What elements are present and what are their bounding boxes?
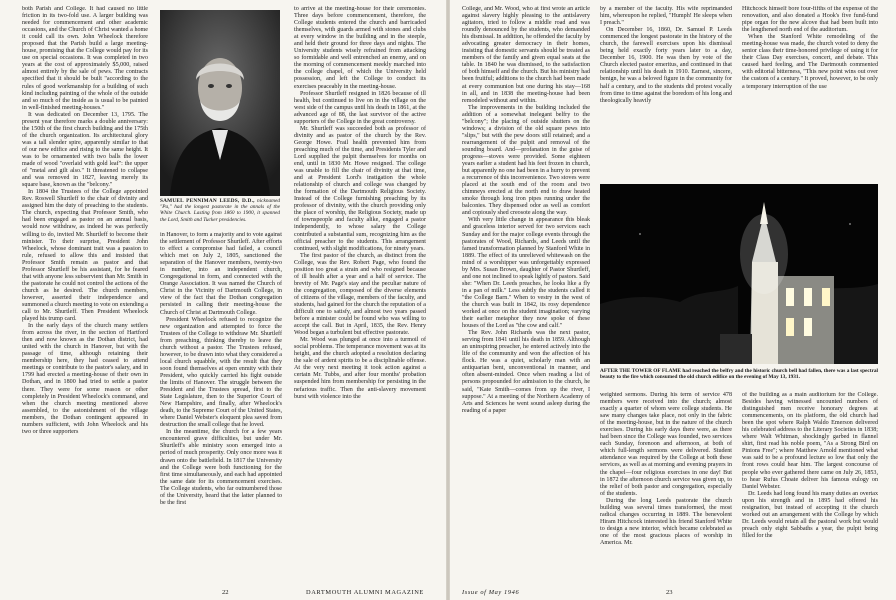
paragraph: The first pastor of the church, as distinct from the College, was the Rev. Robert Page, who found the position too great a strain and who resigned because of ill health after a year and a half of service. The brevity of Mr. Page's stay and the peculiar nature of the congregation, composed of the diverse elements of citizens of the village, members of the faculty, and students, had gained for the church the reputation of a difficult one to satisfy, and almost two years passed before a minister could be found who was willing to accept the call. But in April, 1835, the Rev. Henry Wood began a turbulent but effective pastorate. — [294, 252, 426, 337]
paragraph: President Wheelock refused to recognize the new organization and attempted to force the Trustees of the College to withdraw Mr. Shurtleff from preaching, thinking thereby to leave the church without a pastor. The Trustees refused, however, to be drawn into what they considered a local church squabble, with the result that they soon found themselves at open enmity with their President, who quickly carried his fight outside the limits of Hanover. The struggle between the President and the Trustees spread, first to the State Legislature, then to the Superior Court of New Hampshire, and finally, after Wheelock's death, to the Supreme Court of the United States, where Daniel Webster's eloquent plea saved from destruction the small college that he loved. — [160, 316, 282, 429]
portrait-photo — [160, 10, 280, 196]
fire-photo — [600, 184, 878, 364]
paragraph: Professor Shurtleff resigned in 1826 because of ill health, but continued to live on in the village on the west side of the campus until his death in 1861, at the advanced age of 88, the last survivor of the active supporters of the College in the great controversy. — [294, 90, 426, 125]
paragraph: It was dedicated on December 13, 1795. The present year therefore marks a double anniversary: the 150th of the first church building and the 175th of the church organization. Its architectural glory was a tall slender spire, apparently similar to that of our new edifice and rising to the same height. It was to be ornamented with two balls the lower made of wood "overlaid with gold leaf": the upper of "metal and gilt also." It threatened to collapse and was removed in 1827, leaving merely its square base, known as the "belcony." — [22, 111, 148, 189]
magazine-name: DARTMOUTH ALUMNI MAGAZINE — [306, 589, 424, 596]
page-number-left: 22 — [222, 589, 229, 596]
right-column-3-bottom — [742, 392, 878, 584]
paragraph: In the meantime, the church for a few years encountered grave difficulties, but under Mr. Shurtleff's able ministry soon emerged into a period of much prosperity. Only once more was it drawn onto the battlefield. In 1817 the University and the College were both functioning for the first time simultaneously, and each had appointed the same date for its commencement exercises. The College students, who far outnumbered those of the University, heard that the latter planned to be the first — [160, 429, 282, 506]
paragraph: College, and Mr. Wood, who at first wrote an article against slavery highly pleasing to the antislavery agitators, tried to follow a middle road and was roundly denounced by the students, who demanded his dismissal. In addition, he offended the faculty by advocating greater democracy in their homes, insisting that domestic servants should be treated as members of the family and given equal seats at the table. In 1840 he was dismissed, to the satisfaction of both himself and the church. But his ministry had been fruitful; additions to the church had been made at every communion but one during his stay—168 in all, and in 1838 the meeting-house had been remodeled without and within. — [462, 6, 590, 104]
right-column-1 — [462, 6, 590, 586]
paragraph: In 1804 the Trustees of the College appointed Rev. Roswell Shurtleff to the chair of divinity and assigned him the duty of preaching to the students. The church, expecting that Professor Smith, who had been engaged as pastor on an annual basis, would now withdraw, as indeed he was perfectly willing to do, invited Mr. Shurtleff to become their minister. To their surprise, President John Wheelock, whose dominant trait was a passion to rule, refused to allow this and insisted that Professor Smith remain as pastor and that Professor Shurtleff be his assistant, for he feared that with anyone less subservient than Mr. Smith in the pastorate he could not control the actions of the church as he desired. The church members, however, asserted their independence and summoned a church meeting to vote on extending a call to Mr. Shurtleff. Then President Wheelock played his trump card. — [22, 189, 148, 323]
paragraph: When the Stanford White remodeling of the meeting-house was made, the church voted to deny the senior class their time-honored privilege of using it for their Class Day exercises, concert, and debate. This caused hard feeling, and The Dartmouth commented with editorial bitterness, "This new point wins out over the custom of a century." It proved, however, to be only a temporary interruption of the use — [742, 34, 878, 90]
burning-church-image — [600, 184, 878, 364]
paragraph: weighted sermons. During his term of service 478 members were received into the church; almost exactly a quarter of whom were college students. He saw many changes take place, not only in the fabric of the meeting-house, but in the nature of the church exercises. During his early days there were, as there had been since the College was founded, two services each Sunday, forenoon and afternoon, at both of which full-length sermons were delivered. Student attendance was required by the College at both these services, as well as at morning and evening prayers in the chapel—four religious exercises in one day! But in 1872 the afternoon church service was given up, to the relief of both pastor and congregation, especially of the students. — [600, 392, 732, 497]
paragraph: Mr. Shurtleff was succeeded both as professor of divinity and as pastor of the church by the Rev. George Howe. Frail health prevented him from preaching much of the time, and Presidents Tyler and Lord supplied the pulpit themselves for months on end, until in 1830 Mr. Howe resigned. The college was unable to fill the chair of divinity at that time, and at President Lord's instigation the whole relationship of church and college was changed by the formation of the Dartmouth Religious Society. Instead of the College furnishing preaching by its professor of divinity, with the church providing only the place of worship, the Religious Society, made up of townspeople and faculty alike, engaged a pastor independently, to whose salary the College contributed a substantial sum, recognizing him as the official preacher to the students. This arrangement continued, with slight modifications, for ninety years. — [294, 125, 426, 252]
paragraph: With very little change in appearance this bleak and graceless interior served for two services each Sunday and for the major college events through the pastorates of Wood, Richards, and Leeds until the famed transformation planned by Stanford White in 1889. The effect of its unrelieved whitewash on the mind of a worshipper was unforgettably expressed by Mrs. Susan Brown, daughter of Pastor Shurtleff, and one not inclined to speak lightly of pastors. Said she: "When Dr. Leeds preaches, he looks like a fly in a pan of milk." Less subtly the students called it "the College Barn." When to vestry in the west of the church was built in 1842, its rosy dependence worked at once on the student imagination; varying their earlier metaphor they now spoke of these houses of the Lord as "the cow and calf." — [462, 217, 590, 330]
page-number-right: 23 — [666, 589, 673, 596]
paragraph: In the early days of the church many settlers from across the river, in the section of Hartford then and now known as the Dothan district, had united with the church in Hanover, but with the passage of time, although retaining their membership here, they had ceased to attend meetings or contribute to the pastor's salary, and in 1799 had erected a meeting-house of their own in Dothan, and in 1800 had tried to settle a pastor there. They were for some reason or other completely in President Wheelock's command, and when the church meeting mentioned above assembled, to the astonishment of the village members, the Dothan contingent appeared in numbers sufficient, with John Wheelock and his two or three supporters — [22, 323, 148, 435]
paragraph: of the building as a main auditorium for the College. Besides having witnessed uncounted numbers of distinguished men receive honorary degrees at commencements, on its platform, the old church had been the spot where Ralph Waldo Emerson delivered his celebrated address to the Literary Societies in 1838; where Walt Whitman, shockingly garbed in flannel shirt, first read his noble poem, "As a Strong Bird on Pinions Free"; where Matthew Arnold mentioned what was said to be a profound lecture so low that only the front rows could hear him. The largest concourse of people who ever gathered there came on July 26, 1853, to hear Rufus Choate deliver his famous eulogy on Daniel Webster. — [742, 392, 878, 490]
caption-text: nicknamed "Pa," had the longest pastorate in the annals of the White Church. Lasting from 1860 to 1900, it spanned the Lord, Smith and Tucker presidencies. — [160, 198, 280, 223]
left-column-1 — [22, 6, 148, 586]
right-page — [450, 0, 896, 600]
paragraph: both Parish and College. It had caused no little friction in its two-fold use. A larger building was needed for commencement and other academic occasions, and the Church of Christ wanted a home it could call its own. John Wheelock therefore proposed that the Parish build a large meeting-house, promising that the College would pay for its use on special occasions. It was completed in two years at the cost of approximately $5,000, raised almost entirely by the sale of pews. The contracts specified that it should be built "according to the rules of good workmanship for a building of such kind including painting of the whole of the outside and so much of the inside as is usual to be painted in well-finished meeting-houses." — [22, 6, 148, 111]
left-column-2 — [160, 232, 282, 584]
paragraph: During the long Leeds pastorate the church building was several times transformed, the most radical changes occurring in 1889. The benevolent Hiram Hitchcock interested his friend Stanford White to design a new interior, which became celebrated as one of the most gracious places of worship in America. Mr. — [600, 497, 732, 546]
issue-label: Issue of May 1946 — [462, 589, 520, 596]
paragraph: Mr. Wood was plunged at once into a turmoil of social problems. The temperance movement was at its height, and the church adopted a resolution declaring the sale of ardent spirits to be a disciplinable offense. At the very next meeting it took action against a certain Mr. Tubbs, and after four months' probation suspended him from membership for persisting in the nefarious traffic. Then the anti-slavery movement burst with violence into the — [294, 337, 426, 400]
paragraph: by a member of the faculty. His wife reprimanded him, whereupon he replied, "Humph! He sleeps when I preach." — [600, 6, 732, 27]
paragraph: Dr. Leeds had long found his many duties an overtax upon his strength and in 1895 had offered his resignation, but instead of accepting it the church worked out an arrangement with the College by which Dr. Leeds would retain all the pastoral work but would preach only eight Sabbaths a year, the pulpit being filled for the — [742, 490, 878, 539]
paragraph: The improvements in the building included the addition of a somewhat inelegant belfry to the "belcony"; the placing of outside shutters on the windows; a division of the old square pews into "slips," but with the pew doors still retained; and a rearrangement of the pulpit and removal of the sounding board. And—profanation in the guise of progress—stoves were provided. Some eighteen years earlier a student had his feet frozen in church, but apparently no one had been in a hurry to prevent a recurrence of this inconvenience. Two stoves were placed at the south end of the room and two chimneys erected at the north end to draw heated smoke through long iron pipes running under the balconies. They dispensed odor as well as comfort and copiously shed creosote along the way. — [462, 104, 590, 217]
right-column-2-bottom — [600, 392, 732, 584]
right-column-2-top — [600, 6, 732, 180]
left-column-3 — [294, 6, 426, 586]
portrait-caption — [160, 198, 280, 228]
paragraph: Hitchcock himself bore four-fifths of the expense of the renovation, and also donated a Hook's five fund-fund pipe organ for the new alcove that had been built into the lengthened north end of the auditorium. — [742, 6, 878, 34]
photo-caption: AFTER THE TOWER OF FLAME had reached the belfry and the historic church bell had fallen, there was a last spectral beauty to the fire which consumed the old church edifice on the evening of May 13, 1931. — [600, 368, 878, 381]
caption-name: SAMUEL PENNIMAN LEEDS, D.D., — [160, 198, 255, 204]
portrait-image — [160, 10, 280, 196]
paragraph: The Rev. John Richards was the next pastor, serving from 1841 until his death in 1859. Although an uninspiring preacher, he entered actively into the life of the community and won the affection of his flock. He was a quiet, scholarly man with an antiquarian bent, unconventional in manner, and often absent-minded. Once when reading a list of persons propounded for admission to the church, he said, "Kate Smith—comes from up the river, I suppose." At a meeting of the Northern Academy of Arts and Sciences he went sound asleep during the reading of a paper — [462, 330, 590, 414]
paragraph: On December 16, 1860, Dr. Samuel P. Leeds commenced the longest pastorate in the history of the church, the farewell exercises upon his dismissal being held exactly forty years later to a day, December 16, 1900. He was then by vote of the Church elected pastor emeritus, and continued in that relationship until his death in 1910. Earnest, sincere, benign, he was a beloved figure in the community for half a century, and to the students did protest vocally from time to time against the boredom of his long and theologically heavily — [600, 27, 732, 104]
right-column-3-top — [742, 6, 878, 180]
left-page — [0, 0, 446, 600]
paragraph: to arrive at the meeting-house for their ceremonies. Three days before commencement, therefore, the College students entered the church and barricaded themselves, with guards armed with stones and clubs at every window in the building and in the steeple, and held their ground for three days and nights. The University students wisely refrained from attacking so formidable and well entrenched an enemy, and on the morning of commencement meekly marched into the college chapel, of which the University held possession, and left the College to conduct its exercises peaceably in the meeting-house. — [294, 6, 426, 90]
paragraph: in Hanover, to form a majority and to vote against the settlement of Professor Shurtleff. After efforts to effect a compromise had failed, a council which met on July 2, 1805, sanctioned the separation of the Hanover members, twenty-two in number, into an independent church, Congregational in form, and connected with the Orange Association. It was named the Church of Christ in the Vicinity of Dartmouth College, in view of the fact that the Dothan congregation persisted in calling their meeting-house the Church of Christ at Dartmouth College. — [160, 232, 282, 316]
